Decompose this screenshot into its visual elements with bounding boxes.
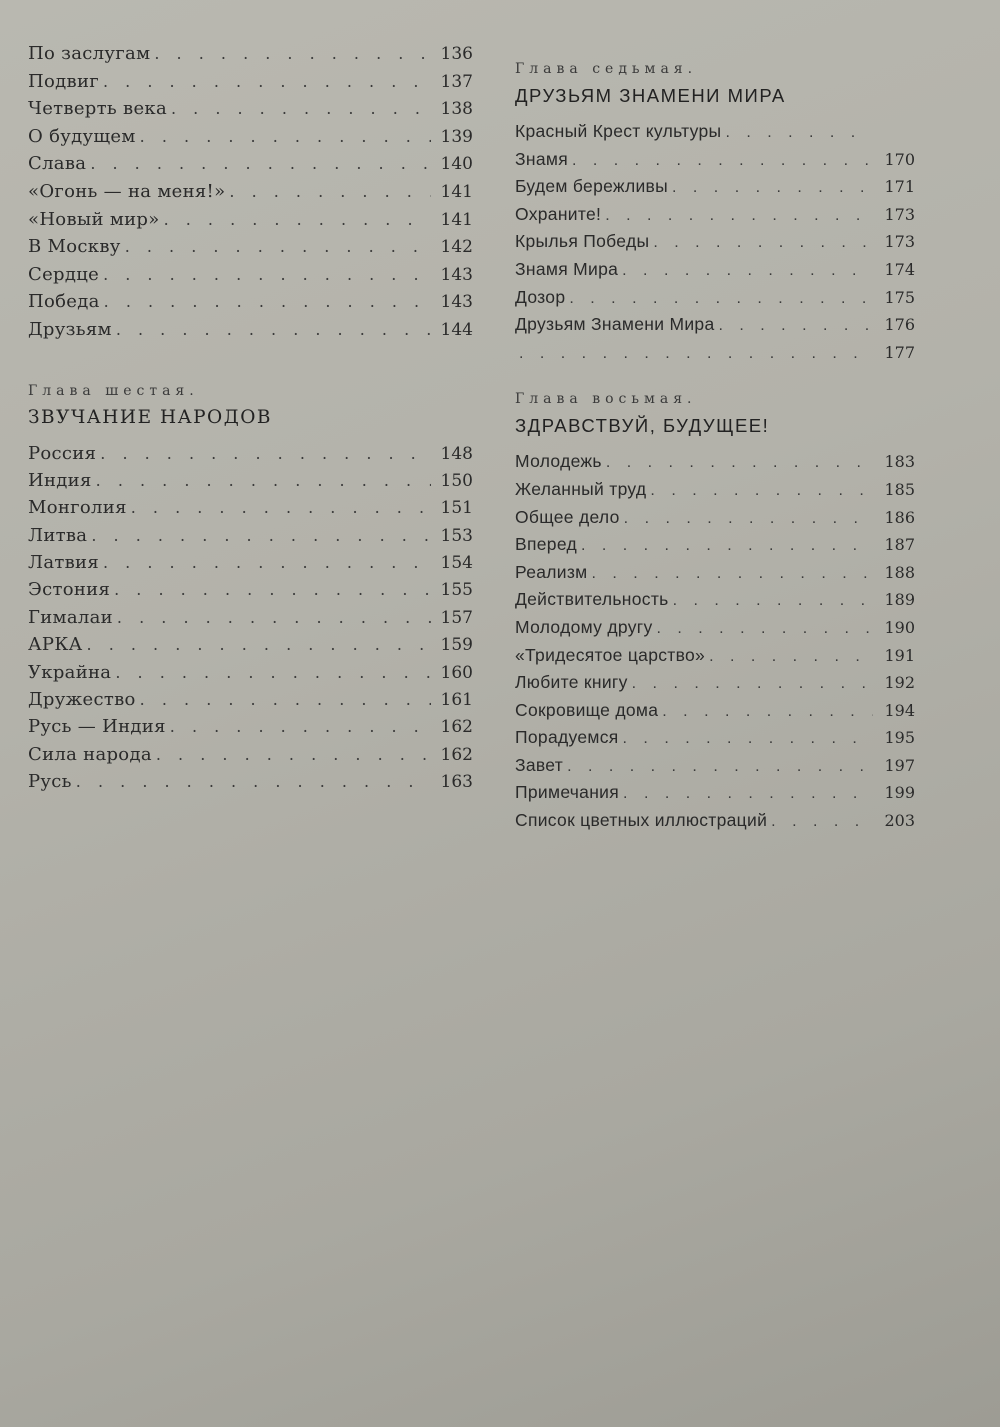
toc-entry (515, 586, 915, 614)
toc-entry (515, 256, 915, 284)
dot-leader (90, 150, 431, 178)
toc-entry (515, 697, 915, 725)
dot-leader (114, 576, 431, 604)
dot-leader (623, 725, 873, 753)
toc-entry-title: «Новый мир» (28, 208, 160, 230)
toc-entry-page-number: 161 (440, 690, 473, 711)
toc-entry-title: Сердце (28, 263, 100, 285)
toc-entry-page-number: 171 (884, 177, 915, 197)
toc-entry (515, 807, 915, 835)
toc-entry-title: Друзьям Знамени Мира (515, 314, 715, 335)
toc-entry-page-number: 137 (440, 71, 473, 92)
toc-entry-page-number: 143 (440, 264, 473, 285)
toc-entry-page-number: 140 (440, 154, 473, 175)
dot-leader (725, 119, 873, 147)
toc-entry-title: О будущем (28, 125, 136, 147)
dot-leader (154, 40, 431, 68)
toc-entry (515, 311, 915, 339)
toc-entry-page-number: 159 (440, 635, 473, 656)
toc-entry (515, 118, 915, 146)
dot-leader (103, 68, 431, 96)
toc-entry-page-number: 186 (884, 507, 915, 527)
toc-entry (28, 522, 473, 549)
toc-entry-page-number: 190 (884, 617, 915, 637)
toc-entry-page-number: 162 (440, 744, 473, 765)
chapter-seven-label: Глава седьмая. (515, 61, 698, 77)
toc-entry (515, 504, 915, 532)
toc-entry-title: Эстония (28, 579, 111, 601)
toc-entry-page-number: 153 (440, 525, 473, 546)
dot-leader (709, 643, 873, 671)
toc-entry (28, 150, 473, 178)
toc-entry (28, 686, 473, 713)
toc-entry-title: Сила народа (28, 743, 152, 765)
toc-entry-title: Украйна (28, 661, 112, 683)
toc-entry-page-number: 150 (440, 470, 473, 491)
toc-entry (28, 68, 473, 96)
toc-entry-page-number: 192 (884, 673, 915, 693)
dot-leader (519, 340, 873, 368)
dot-leader (140, 123, 431, 151)
chapter-eight-list (515, 448, 915, 834)
toc-entry-page-number: 157 (440, 607, 473, 628)
dot-leader (156, 741, 431, 769)
toc-entry-title: Знамя (515, 148, 568, 169)
dot-leader (91, 522, 431, 550)
toc-entry (28, 178, 473, 206)
toc-entry (28, 316, 473, 344)
toc-entry-page-number: 142 (440, 237, 473, 258)
dot-leader (572, 147, 873, 175)
dot-leader (672, 174, 873, 202)
toc-entry-title: Сокровище дома (515, 699, 659, 720)
toc-entry-title: АРКА (28, 634, 83, 656)
toc-entry-page-number: 185 (884, 479, 915, 499)
toc-entry-page-number: 148 (440, 443, 473, 464)
toc-entry-title: Слава (28, 153, 87, 175)
toc-entry-page-number: 183 (884, 452, 915, 472)
dot-leader (117, 604, 431, 632)
toc-entry-page-number: 139 (440, 126, 473, 147)
toc-entry-title: Русь — Индия (28, 716, 166, 738)
toc-entry-title: «Огонь — на меня!» (28, 180, 226, 202)
toc-entry-page-number: 154 (440, 553, 473, 574)
toc-entry-title: Победа (28, 291, 100, 313)
dot-leader (569, 285, 873, 313)
toc-entry-title: Монголия (28, 497, 127, 519)
toc-entry (515, 779, 915, 807)
toc-entry (515, 476, 915, 504)
toc-entry (515, 559, 915, 587)
toc-entry-title: Порадуемся (515, 727, 619, 748)
toc-entry-page-number: 176 (884, 315, 915, 335)
toc-entry-page-number: 170 (884, 149, 915, 169)
toc-entry (28, 659, 473, 686)
toc-entry-page-number: 203 (884, 811, 915, 831)
toc-entry (515, 284, 915, 312)
toc-entry (515, 339, 915, 367)
toc-entry-page-number: 160 (440, 662, 473, 683)
dot-leader (624, 505, 873, 533)
toc-entry-page-number: 195 (884, 728, 915, 748)
toc-entry-title: Подвиг (28, 70, 99, 92)
toc-entry-page-number: 144 (440, 319, 473, 340)
toc-entry-title: По заслугам (28, 43, 151, 64)
dot-leader (632, 670, 873, 698)
toc-entry (515, 724, 915, 752)
toc-entry (515, 642, 915, 670)
toc-entry (28, 713, 473, 740)
toc-entry (28, 206, 473, 234)
toc-entry-title: Общее дело (515, 506, 620, 527)
toc-entry (28, 604, 473, 631)
toc-entry-page-number: 173 (884, 204, 915, 224)
dot-leader (567, 753, 873, 781)
toc-entry (515, 531, 915, 559)
dot-leader (606, 449, 873, 477)
dot-leader (115, 659, 431, 687)
dot-leader (719, 312, 874, 340)
toc-entry-title: Охраните! (515, 203, 602, 224)
toc-entry-title: Гималаи (28, 606, 113, 628)
toc-right-column (515, 58, 915, 835)
toc-entry-title: Вперед (515, 534, 577, 555)
toc-entry (28, 549, 473, 576)
toc-entry-page-number: 138 (440, 99, 473, 120)
toc-entry (28, 123, 473, 151)
toc-entry-page-number: 136 (440, 44, 473, 64)
toc-entry (515, 669, 915, 697)
toc-entry-title: Примечания (515, 782, 620, 803)
dot-leader (171, 95, 431, 123)
chapter-eight-label: Глава восьмая. (515, 391, 697, 408)
dot-leader (140, 686, 431, 714)
toc-entry-title: Реализм (515, 561, 588, 582)
chapter-six-title: ЗВУЧАНИЕ НАРОДОВ (28, 406, 273, 428)
chapter-six-label: Глава шестая. (28, 382, 199, 399)
dot-leader (164, 206, 431, 234)
dot-leader (103, 261, 431, 289)
toc-entry-page-number: 188 (884, 562, 915, 582)
dot-leader (103, 549, 431, 577)
toc-entry (515, 201, 915, 229)
toc-entry-title: Друзьям (28, 318, 112, 340)
toc-entry (515, 448, 915, 476)
dot-leader (76, 768, 431, 796)
toc-entry (515, 614, 915, 642)
toc-entry (28, 40, 473, 68)
dot-leader (116, 316, 431, 344)
toc-entry-page-number: 189 (884, 590, 915, 610)
dot-leader (104, 288, 431, 316)
toc-entry-title: Завет (515, 754, 564, 775)
toc-entry-page-number: 199 (884, 783, 915, 803)
toc-entry-page-number: 197 (884, 755, 915, 775)
dot-leader (622, 257, 873, 285)
toc-entry-title: Дружество (28, 689, 136, 711)
toc-entry-page-number: 163 (440, 772, 473, 793)
toc-entry-page-number: 173 (884, 232, 915, 252)
toc-entry (28, 494, 473, 521)
dot-leader (673, 587, 873, 615)
dot-leader (100, 440, 431, 468)
toc-entry (28, 768, 473, 795)
toc-entry (28, 233, 473, 261)
toc-list-continued (28, 40, 473, 344)
toc-entry (515, 173, 915, 201)
toc-entry-title: Латвия (28, 552, 99, 574)
toc-entry-title: Русь (28, 771, 72, 793)
dot-leader (131, 494, 431, 522)
dot-leader (662, 698, 873, 726)
toc-entry-title: Четверть века (28, 98, 167, 120)
dot-leader (96, 467, 431, 495)
dot-leader (125, 233, 431, 261)
toc-entry-page-number: 143 (440, 292, 473, 313)
toc-entry-page-number: 155 (440, 580, 473, 601)
toc-entry-page-number: 162 (440, 717, 473, 738)
toc-entry-title: Литва (28, 524, 88, 546)
toc-entry-title: Молодому другу (515, 616, 653, 637)
toc-entry-title: Индия (28, 469, 92, 491)
dot-leader (771, 808, 873, 836)
dot-leader (650, 477, 873, 505)
toc-entry (515, 752, 915, 780)
dot-leader (581, 532, 873, 560)
toc-entry (515, 146, 915, 174)
toc-entry (515, 228, 915, 256)
toc-entry-title: Дозор (515, 286, 566, 307)
toc-entry-title: «Тридесятое царство» (515, 644, 706, 665)
toc-entry-title: Список цветных иллюстраций (515, 810, 768, 831)
chapter-eight-title: ЗДРАВСТВУЙ, БУДУЩЕЕ! (515, 415, 770, 437)
toc-entry-page-number: 151 (440, 498, 473, 519)
toc-entry-page-number: 175 (884, 287, 915, 307)
dot-leader (605, 202, 873, 230)
toc-entry-title: Желанный труд (515, 478, 647, 499)
toc-entry-page-number: 141 (440, 181, 473, 202)
dot-leader (657, 615, 874, 643)
toc-entry (28, 467, 473, 494)
toc-entry (28, 261, 473, 289)
toc-left-column (28, 40, 473, 796)
toc-entry-title: Действительность (515, 589, 669, 610)
chapter-six-list (28, 440, 473, 796)
toc-entry (28, 440, 473, 467)
toc-entry-title: Молодежь (515, 451, 602, 472)
dot-leader (170, 713, 431, 741)
toc-entry-title: В Москву (28, 236, 121, 258)
toc-entry (28, 576, 473, 603)
toc-entry-page-number: 177 (884, 342, 915, 362)
toc-entry-page-number: 194 (884, 700, 915, 720)
toc-entry (28, 288, 473, 316)
toc-entry (28, 631, 473, 658)
dot-leader (653, 229, 873, 257)
toc-entry (28, 95, 473, 123)
toc-entry-page-number: 141 (440, 209, 473, 230)
toc-entry-page-number: 174 (884, 259, 915, 279)
toc-entry-title: Красный Крест культуры (515, 121, 722, 141)
chapter-seven-title: ДРУЗЬЯМ ЗНАМЕНИ МИРА (515, 85, 786, 106)
chapter-seven-list (515, 118, 915, 366)
toc-entry-title: Крылья Победы (515, 231, 650, 252)
toc-entry-title: Любите книгу (515, 672, 628, 693)
toc-entry-title: Будем бережливы (515, 176, 669, 197)
toc-entry-title: Россия (28, 442, 97, 464)
dot-leader (229, 178, 431, 206)
dot-leader (87, 631, 431, 659)
toc-entry-page-number: 191 (884, 645, 915, 665)
toc-entry (28, 741, 473, 768)
toc-entry-title: Знамя Мира (515, 258, 619, 279)
dot-leader (592, 560, 873, 588)
toc-entry-page-number: 187 (884, 535, 915, 555)
dot-leader (623, 780, 873, 808)
